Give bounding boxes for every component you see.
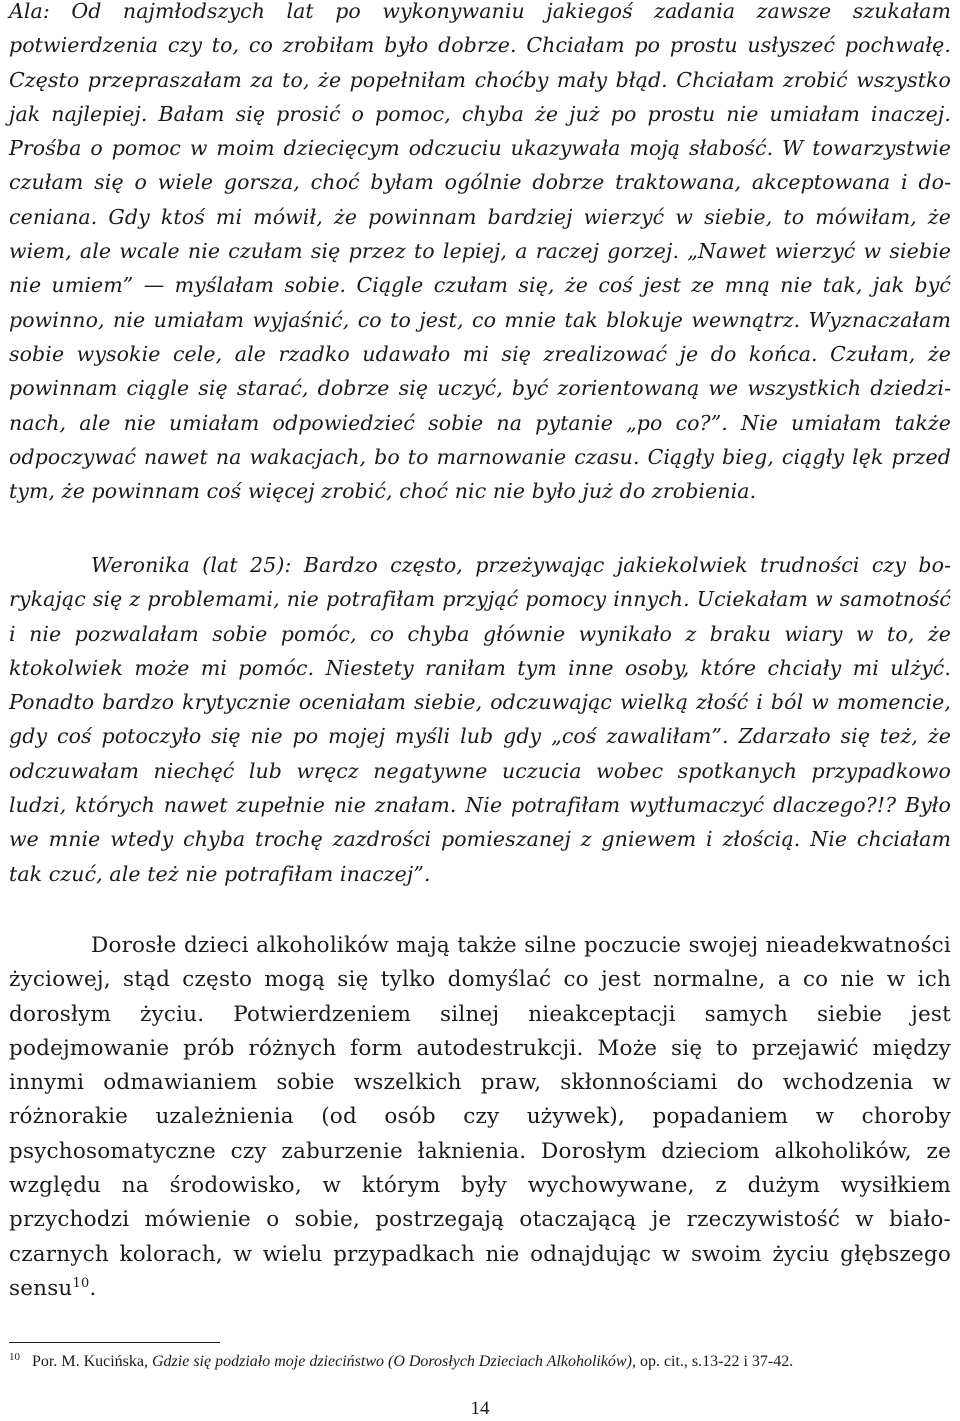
document-page [9, 0, 951, 1421]
quote-ala: Ala: Od najmłodszych lat po wykonywaniu jakiegoś zadania zawsze szukałam potwierdzenia czy to, co zrobiłam było dobrze. Chciałam po prostu usłyszeć pochwałę. Często przepraszałam za to, że popełniłam choćby mały błąd. Chciałam zrobić wszystko jak najlepiej. Bałam się prosić o pomoc, chyba że już po prostu nie umiałam inaczej. Prośba o pomoc w moim dziecięcym odczuciu ukazywała moją słabość. W towarzystwie czułam się o wiele gorsza, choć byłam ogólnie dobrze traktowana, akceptowana i doceniana. Gdy ktoś mi mówił, że powinnam bardziej wierzyć w siebie, to mówiłam, że wiem, ale wcale nie czułam się przez to lepiej, a raczej gorzej. „Nawet wierzyć w siebie nie umiem” — myślałam sobie. Ciągle czułam się, że coś jest ze mną nie tak, jak być powinno, nie umiałam wyjaśnić, co to jest, co mnie tak blokuje wewnątrz. Wyznaczałam sobie wysokie cele, ale rzadko udawało mi się zrealizować je do końca. Czułam, że powinnam ciągle się starać, dobrze się uczyć, być zorientowaną we wszystkich dziedzinach, ale nie umiałam odpowiedzieć sobie na pytanie „po co?”. Nie umiałam także odpoczywać nawet na wakacjach, bo to marnowanie czasu. Ciągły bieg, ciągły lęk przed tym, że powinnam coś więcej zrobić, choć nic nie było już do zrobienia. [9, 0, 951, 504]
footnote-divider [9, 1342, 220, 1343]
footnote-reference[interactable]: 10 [72, 1275, 90, 1291]
quote-weronika: Weronika (lat 25): Bardzo często, przeżywając jakiekolwiek trudności czy borykając się z problemami, nie potrafiłam przyjąć pomocy innych. Uciekałam w samotność i nie pozwalałam sobie pomóc, co chyba głównie wynikało z braku wiary w to, że ktokolwiek może mi pomóc. Niestety raniłam tym inne osoby, które chciały mi ulżyć. Ponadto bardzo krytycznie oceniałam siebie, odczuwając wielką złość i ból w momencie, gdy coś potoczyło się nie po mojej myśli lub gdy „coś zawaliłam”. Zdarzało się też, że odczuwałam niechęć lub wręcz negatywne uczucia wobec spotkanych przypadkowo ludzi, których nawet zupełnie nie znałam. Nie potrafiłam wytłumaczyć dlaczego?!? Było we mnie wtedy chyba trochę zazdrości pomieszanej z gniewem i złością. Nie chciałam tak czuć, ale też nie potrafiłam inaczej”. [9, 553, 951, 886]
body-paragraph-text: Dorosłe dzieci alkoholików mają także silne poczucie swojej nieadekwatności życiowej, stąd często mogą się tylko domyślać co jest normalne, a co nie w ich dorosłym życiu. Potwierdzeniem silnej nieakceptacji samych siebie jest podejmowanie prób różnych form autodestrukcji. Może się to przejawić między innymi odmawianiem sobie wszelkich praw, skłonnościami do wchodzenia w różnorakie uzależnienia (od osób czy używek), popadaniem w choroby psychosomatyczne czy zaburzenie łaknienia. Dorosłym dzieciom alkoholików, ze względu na środowisko, w którym były wychowywane, z dużym wysiłkiem przychodzi mówienie o sobie, postrzegają otaczającą je rzeczywistość w biało-czarnych kolorach, w wielu przypadkach nie odnajdując w swoim życiu głębszego sensu [9, 933, 951, 1301]
body-paragraph [9, 929, 951, 1306]
footnote-title: Gdzie się podziało moje dzieciństwo (O Dorosłych Dzieciach Alkoholików) [152, 1353, 632, 1370]
page-number: 14 [470, 1398, 490, 1419]
body-paragraph-end: . [89, 1275, 97, 1301]
footnote-suffix: , op. cit., s.13-22 i 37-42. [631, 1353, 794, 1370]
footnote-number: 10 [9, 1350, 20, 1363]
footnote-prefix: Por. M. Kucińska, [32, 1353, 152, 1370]
footnote [9, 1352, 951, 1372]
